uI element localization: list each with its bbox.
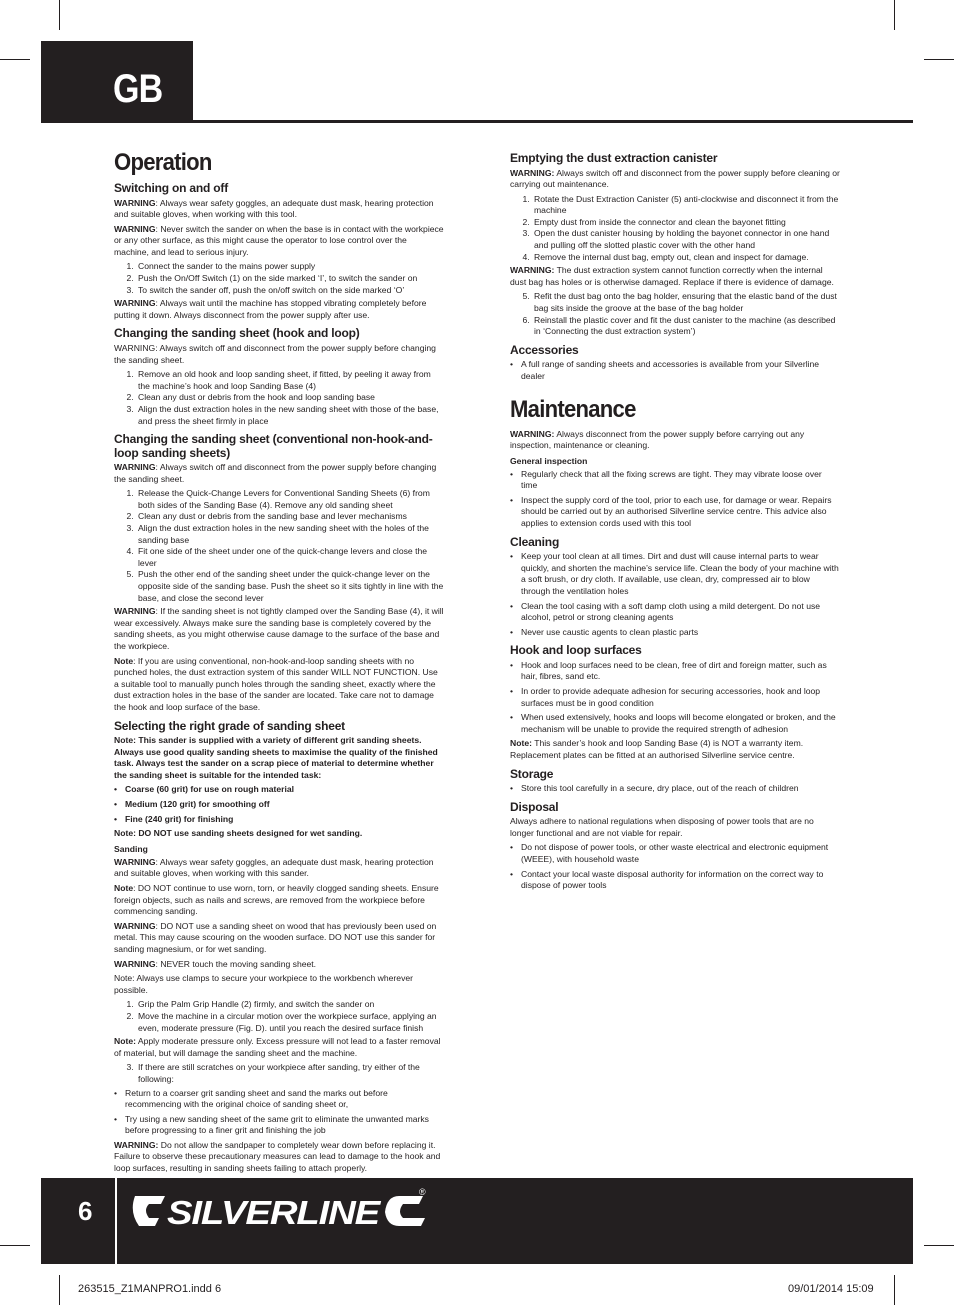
spanner-jaw-left-icon xyxy=(133,1196,165,1226)
list-item: 1. Grip the Palm Grip Handle (2) firmly, and switch the sander on xyxy=(136,999,444,1011)
warning-text: Always disconnect from the power supply before carrying out any inspection, maintenance or cleaning. xyxy=(510,428,805,451)
paragraph: Note: Always use clamps to secure your workpiece to the workbench wherever possible. xyxy=(114,973,414,995)
paragraph: Note: DO NOT use sanding sheets designed for wet sanding. xyxy=(114,828,363,839)
list-item: 2. Clean any dust or debris from the sanding base and lever mechanisms xyxy=(136,511,444,523)
list-item: 1. Release the Quick-Change Levers for Conventional Sanding Sheets (6) from both sides of the Sanding Base (4). Remove any old sanding sheet xyxy=(136,488,444,511)
paragraph xyxy=(114,883,444,918)
sanding-heading: Sanding xyxy=(114,843,148,854)
hook-loop-heading: Changing the sanding sheet (hook and loop) xyxy=(114,326,360,341)
switching-heading: Switching on and off xyxy=(114,181,228,195)
paragraph: WARNING: Always switch off and disconnect from the power supply before changing the sanding sheet. xyxy=(114,342,436,365)
switching-steps xyxy=(114,261,444,296)
disposal-list xyxy=(510,842,840,891)
list-item: 5. Refit the dust bag onto the bag holder, ensuring that the elastic band of the dust bag sits inside the groove at the base of the bag holder xyxy=(532,291,840,314)
list-item: 2. Move the machine in a circular motion over the workpiece surface, applying an even, moderate pressure (Fig. D). until you reach the desired surface finish xyxy=(136,1011,444,1034)
list-item: • Return to a coarser grit sanding sheet and sand the marks out before recommencing with the original choice of sanding sheet or, xyxy=(114,1088,444,1111)
paragraph xyxy=(114,198,444,221)
general-list xyxy=(510,469,840,530)
paragraph xyxy=(114,224,444,259)
list-item: • Clean the tool casing with a soft damp cloth using a mild detergent. Do not use alcohol, petrol or strong cleaning agents xyxy=(510,601,840,624)
warning-label: WARNING: xyxy=(510,265,555,276)
list-item: • Regularly check that all the fixing screws are tight. They may vibrate loose over time xyxy=(510,469,840,492)
list-item: • In order to provide adequate adhesion for securing accessories, hook and loop surfaces must be in good condition xyxy=(510,686,840,709)
disposal-heading: Disposal xyxy=(510,799,559,814)
list-item: 2. Clean any dust or debris from the hook and loop sanding base xyxy=(136,392,444,404)
dust-heading: Emptying the dust extraction canister xyxy=(510,151,718,165)
general-inspection-heading: General inspection xyxy=(510,455,588,466)
grade-heading: Selecting the right grade of sanding sheet xyxy=(114,718,345,733)
list-item: • Inspect the supply cord of the tool, prior to each use, for damage or wear. Repairs should be carried out by an authorised Silverline service centre. This advice also applies to extension cords used with this tool xyxy=(510,495,840,530)
note-text: : If you are using conventional, non-hook-and-loop sanding sheets with no punched holes, the dust extraction system of this sander WILL NOT FUNCTION. Use a suitable tool to manually punch holes through the sanding sheet, exactly where the dust extraction holes in the base of the sander are located. Take care not to damage the hook and loop surface of the base. xyxy=(114,655,438,712)
accessories-list xyxy=(510,359,840,382)
warning-text: : If the sanding sheet is not tightly clamped over the Sanding Base (4), it will wear excessively. Always make sure the sanding base is completely covered by the sanding sheets, as you might otherwise cause damage to the surface of the base and the workpiece. xyxy=(114,606,444,651)
list-item: • When used extensively, hooks and loops will become elongated or broken, and the mechanism will be unable to provide the required strength of adhesion xyxy=(510,712,840,735)
scratch-options xyxy=(114,1088,444,1137)
crop-mark xyxy=(59,1275,60,1305)
crop-mark xyxy=(59,0,60,30)
crop-mark xyxy=(894,1275,895,1305)
list-item: 3. To switch the sander off, push the on/off switch on the side marked ‘O’ xyxy=(136,285,444,297)
list-item: 2. Push the On/Off Switch (1) on the side marked ‘I’, to switch the sander on xyxy=(136,273,444,285)
list-item: • Try using a new sanding sheet of the same grit to eliminate the unwanted marks before progressing to a finer grit and finishing the job xyxy=(114,1114,444,1137)
paragraph xyxy=(510,168,840,191)
page-number: 6 xyxy=(78,1196,93,1226)
crop-mark xyxy=(0,1245,30,1246)
warning-text: : NEVER touch the moving sanding sheet. xyxy=(155,958,317,969)
note-text: Apply moderate pressure only. Excess pressure will not lead to a faster removal of material, but will damage the sanding sheet and the machine. xyxy=(114,1036,441,1058)
paragraph xyxy=(114,298,444,321)
list-item: 3. Open the dust canister housing by holding the bayonet connector in one hand and pulling off the slotted plastic cover with the other hand xyxy=(532,228,840,251)
dust-steps-a xyxy=(510,194,840,264)
crop-mark xyxy=(0,59,30,60)
warning-text: : Always wait until the machine has stopped vibrating completely before putting it down. Always disconnect from the power supply after use. xyxy=(114,298,427,320)
paragraph xyxy=(510,738,840,761)
list-item: 1. Remove an old hook and loop sanding sheet, if fitted, by peeling it away from the machine’s hook and loop Sanding Base (4) xyxy=(136,369,444,392)
language-code: GB xyxy=(113,67,163,111)
slug-filename: 263515_Z1MANPRO1.indd 6 xyxy=(78,1283,222,1295)
hook-list xyxy=(510,660,840,736)
list-item: • Do not dispose of power tools, or other waste electrical and electronic equipment (WEEE), with household waste xyxy=(510,842,840,865)
warning-text: Do not allow the sandpaper to completely wear down before replacing it. Failure to observe these precautionary measures can lead to damage to the hook and loop surfaces, resulting in sanding sheets failing to attach properly. xyxy=(114,1139,441,1174)
sanding-steps xyxy=(114,999,444,1034)
logo-graphic xyxy=(131,1186,431,1234)
list-item: • Keep your tool clean at all times. Dirt and dust will cause internal parts to wear quickly, and shorten the machine’s service life. Clean the body of your machine with a soft brush, or dry cloth. If available, use clean, dry, compressed air to blow through the ventilation holes xyxy=(510,551,840,597)
registered-mark: ® xyxy=(419,1187,426,1197)
hook-loop-surfaces-heading: Hook and loop surfaces xyxy=(510,643,642,658)
paragraph xyxy=(114,656,444,714)
warning-text: The dust extraction system cannot function correctly when the internal dust bag has holes or is otherwise damaged. Replace if there is evidence of damage. xyxy=(510,265,834,287)
paragraph xyxy=(114,606,444,652)
warning-label: WARNING xyxy=(114,958,156,969)
cleaning-heading: Cleaning xyxy=(510,534,560,549)
list-item: 3. If there are still scratches on your workpiece after sanding, try either of the following: xyxy=(136,1062,444,1085)
note-text: This sander’s hook and loop Sanding Base (4) is NOT a warranty item. Replacement plates can be fitted at an authorised Silverline service centre. xyxy=(510,738,804,760)
accessories-heading: Accessories xyxy=(510,342,579,357)
list-item: • Fine (240 grit) for finishing xyxy=(114,814,444,826)
warning-label: WARNING xyxy=(114,856,156,867)
paragraph xyxy=(114,921,444,956)
crop-mark xyxy=(924,59,954,60)
list-item: • Hook and loop surfaces need to be clean, free of dirt and foreign matter, such as hair, fibres, sand etc. xyxy=(510,660,840,683)
conventional-steps xyxy=(114,488,444,604)
warning-text: : Always wear safety goggles, an adequate dust mask, hearing protection and suitable gloves, when working with this sander. xyxy=(114,856,434,879)
warning-label: WARNING xyxy=(114,920,156,931)
warning-text: : DO NOT use a sanding sheet on wood that has previously been used on metal. This may cause scouring on the wooden surface. DO NOT use this sander for sanding magnesium, or for wet sanding. xyxy=(114,920,437,954)
list-item: 5. Push the other end of the sanding sheet under the quick-change lever on the opposite side of the sanding base. Push the sheet so it sits tightly in line with the base, and close the second lever xyxy=(136,569,444,604)
list-item: • Never use caustic agents to clean plastic parts xyxy=(510,627,840,639)
silverline-logo xyxy=(131,1186,431,1234)
left-column xyxy=(114,150,444,1178)
list-item: • Store this tool carefully in a secure, dry place, out of the reach of children xyxy=(510,783,840,795)
list-item: • A full range of sanding sheets and accessories is available from your Silverline dealer xyxy=(510,359,840,382)
right-column xyxy=(510,152,840,895)
paragraph xyxy=(114,1140,444,1175)
cleaning-list xyxy=(510,551,840,638)
warning-label: WARNING xyxy=(114,298,156,309)
list-item: 3. Align the dust extraction holes in the new sanding sheet with those of the base, and press the sheet firmly in place xyxy=(136,404,444,427)
spanner-jaw-right-icon xyxy=(385,1196,425,1226)
list-item: 1. Connect the sander to the mains power supply xyxy=(136,261,444,273)
warning-text: : Always wear safety goggles, an adequate dust mask, hearing protection and suitable gloves, when working with this tool. xyxy=(114,197,434,220)
paragraph xyxy=(114,959,444,971)
grit-list xyxy=(114,784,444,825)
warning-label: WARNING xyxy=(114,462,156,473)
warning-label: WARNING xyxy=(114,606,156,617)
warning-label: WARNING xyxy=(114,223,156,234)
storage-heading: Storage xyxy=(510,766,554,781)
crop-mark xyxy=(894,0,895,30)
paragraph xyxy=(510,265,840,288)
language-tab xyxy=(41,41,193,123)
operation-title: Operation xyxy=(114,149,212,176)
warning-text: Always switch off and disconnect from the power supply before cleaning or carrying out maintenance. xyxy=(510,167,840,190)
note-label: Note: xyxy=(114,1036,136,1047)
note-label: Note xyxy=(114,655,134,666)
crop-mark xyxy=(924,1245,954,1246)
warning-label: WARNING xyxy=(114,197,156,208)
storage-list xyxy=(510,783,840,795)
paragraph xyxy=(114,857,444,880)
paragraph: Always adhere to national regulations when disposing of power tools that are no longer functional and are not viable for repair. xyxy=(510,816,814,838)
list-item: 4. Fit one side of the sheet under one of the quick-change levers and close the lever xyxy=(136,546,444,569)
warning-text: : Never switch the sander on when the base is in contact with the workpiece or any other surface, as this might cause the operator to lose control over the machine, and lead to serious injury. xyxy=(114,223,444,257)
note-text: : DO NOT continue to use worn, torn, or heavily clogged sanding sheets. Ensure foreign objects, such as nails and screws, are removed from the workpiece before commencing sanding. xyxy=(114,883,439,917)
paragraph xyxy=(114,462,444,485)
list-item: 3. Align the dust extraction holes in the new sanding sheet with the holes of the sanding base xyxy=(136,523,444,546)
header-rule xyxy=(193,120,913,123)
paragraph xyxy=(510,429,840,452)
list-item: 2. Empty dust from inside the connector and clean the bayonet fitting xyxy=(532,217,840,229)
paragraph xyxy=(114,1036,444,1059)
warning-text: : Always switch off and disconnect from the power supply before changing the sanding sheet. xyxy=(114,462,437,484)
footer-divider xyxy=(115,1178,117,1264)
dust-steps-b xyxy=(510,291,840,337)
maintenance-title: Maintenance xyxy=(510,395,636,423)
sanding-step-3 xyxy=(114,1062,444,1085)
paragraph: Note: This sander is supplied with a variety of different grit sanding sheets. Always use good quality sanding sheets to maximise the quality of the finished task. Always test the sander on a scrap piece of material to determine whether the sanding sheet is suitable for the intended task: xyxy=(114,735,438,780)
list-item: • Contact your local waste disposal authority for information on the correct way to dispose of power tools xyxy=(510,869,840,892)
hook-loop-steps xyxy=(114,369,444,427)
list-item: • Coarse (60 grit) for use on rough material xyxy=(114,784,444,796)
note-label: Note xyxy=(114,883,134,893)
list-item: 4. Remove the internal dust bag, empty out, clean and inspect for damage. xyxy=(532,252,840,264)
brand-wordmark: SILVERLINE xyxy=(167,1194,382,1231)
slug-date: 09/01/2014 15:09 xyxy=(788,1283,874,1295)
list-item: 1. Rotate the Dust Extraction Canister (5) anti-clockwise and disconnect it from the machine xyxy=(532,194,840,217)
warning-label: WARNING: xyxy=(510,167,555,178)
warning-label: WARNING: xyxy=(114,1139,159,1150)
note-label: Note: xyxy=(510,738,532,749)
conventional-heading: Changing the sanding sheet (conventional non-hook-and-loop sanding sheets) xyxy=(114,432,433,460)
warning-label: WARNING: xyxy=(510,428,555,439)
list-item: • Medium (120 grit) for smoothing off xyxy=(114,799,444,811)
list-item: 6. Reinstall the plastic cover and fit the dust canister to the machine (as described in ‘Connecting the dust extraction system’) xyxy=(532,315,840,338)
